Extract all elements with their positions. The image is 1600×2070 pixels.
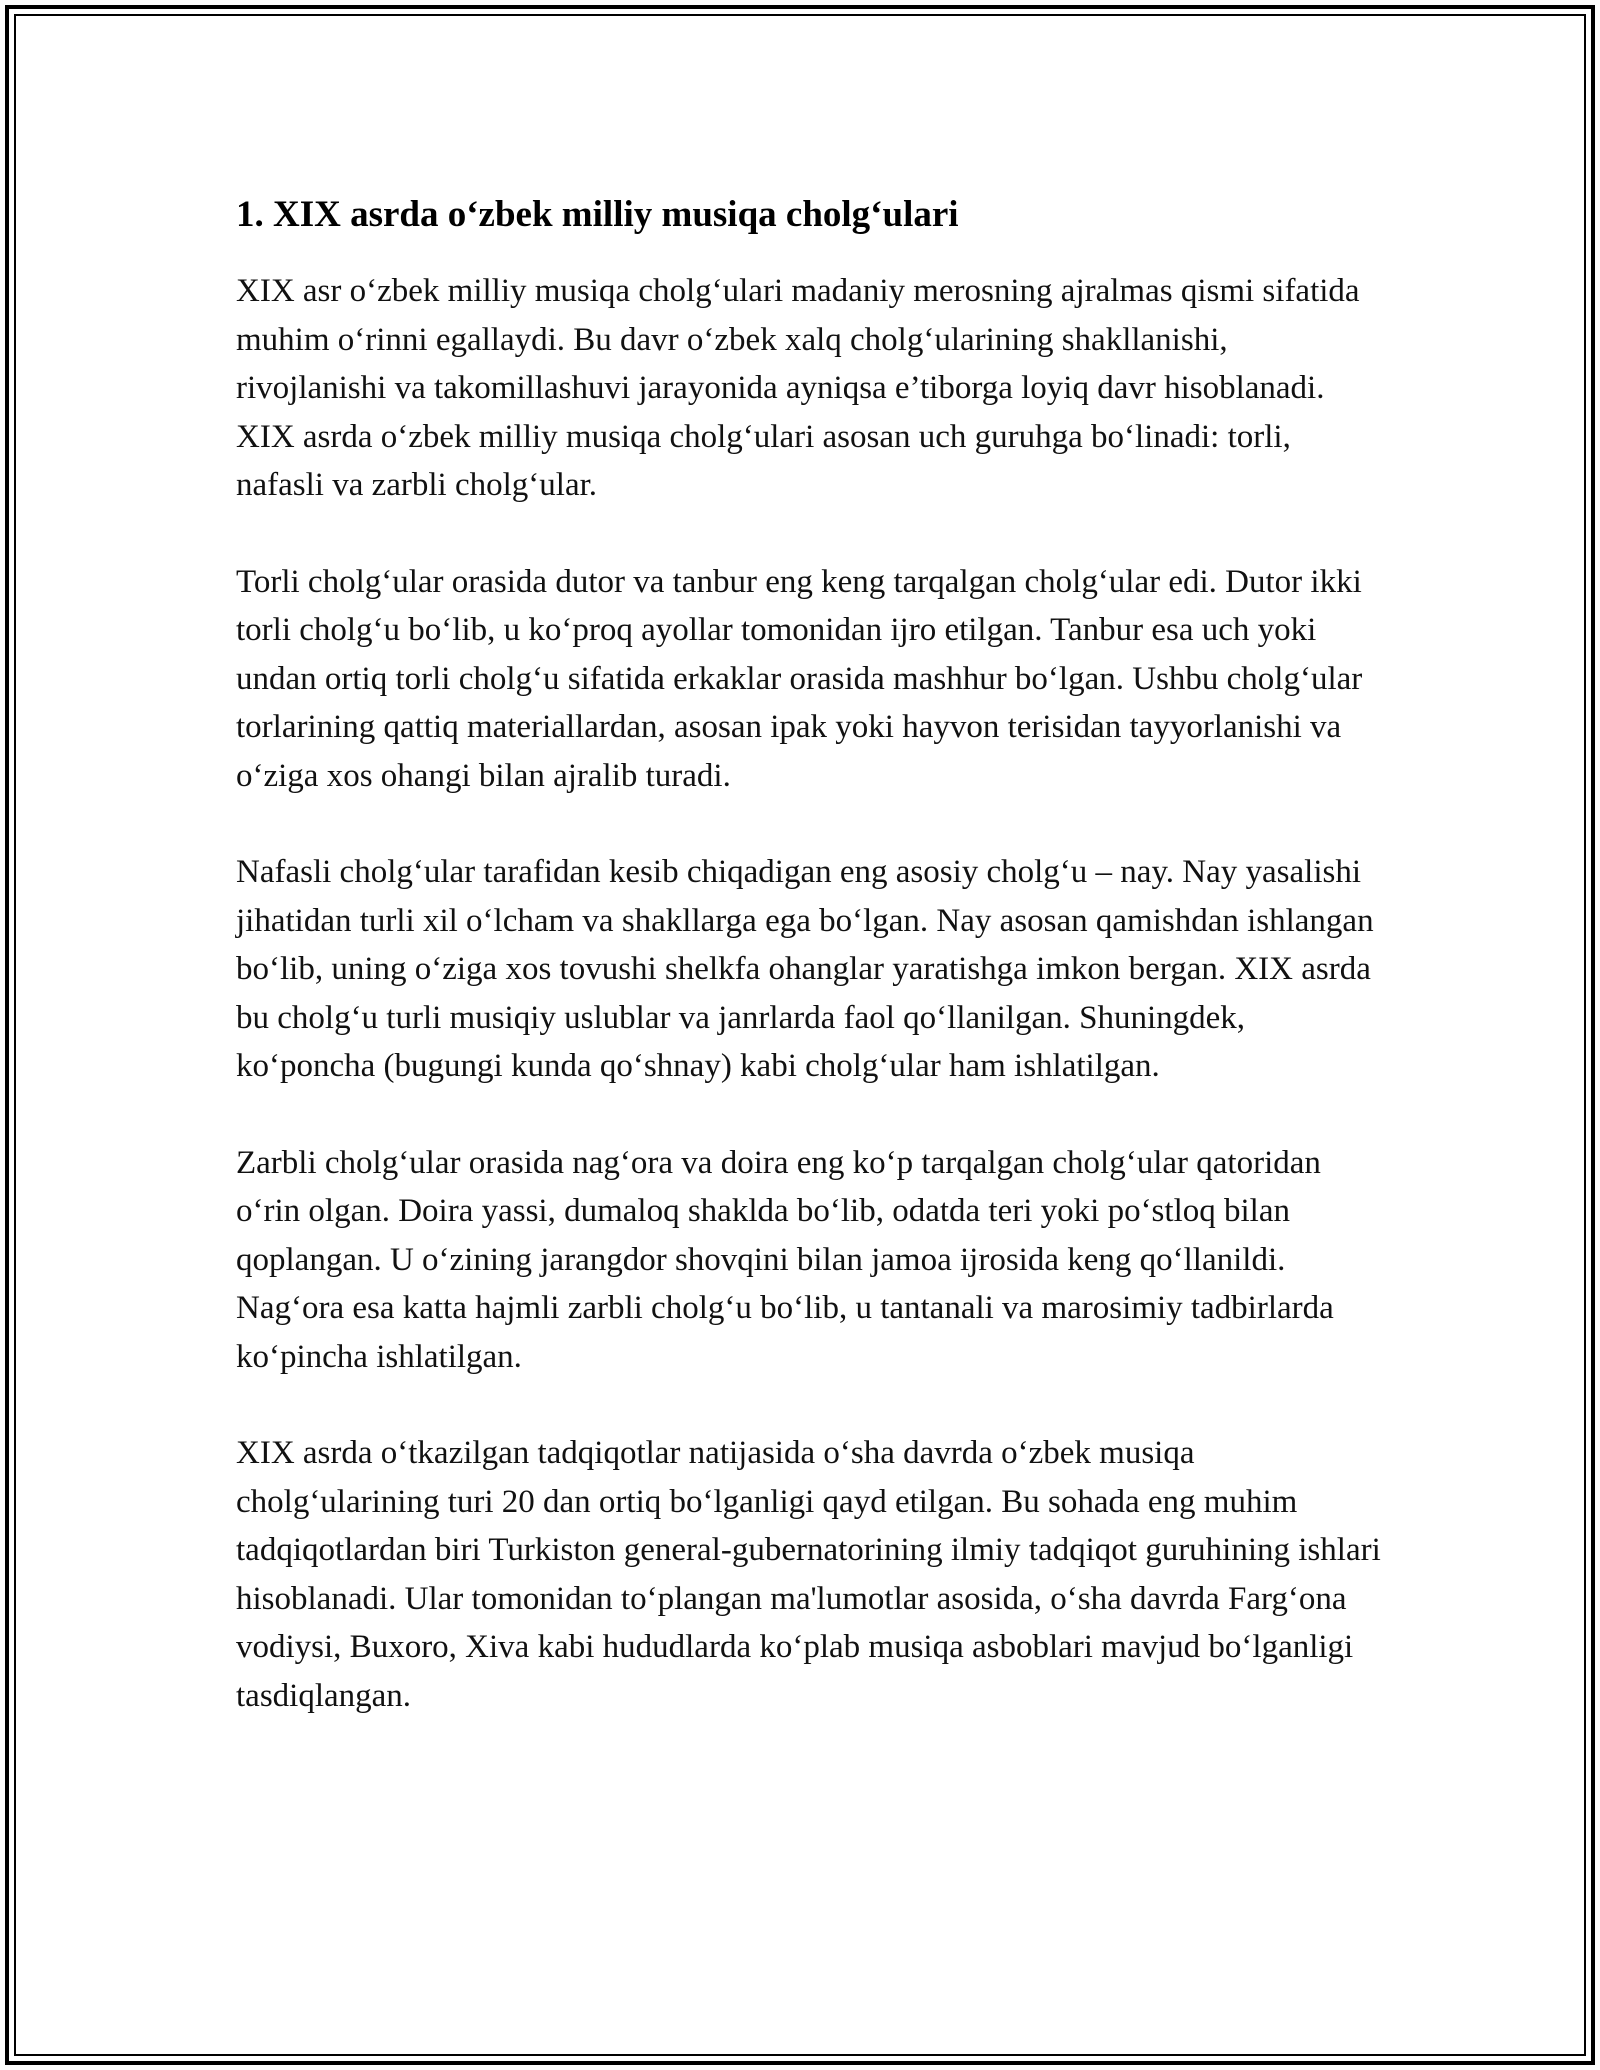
document-body (236, 185, 1386, 1768)
paragraph-intro: XIX asr o‘zbek milliy musiqa cholg‘ulari madaniy merosning ajralmas qismi sifatida muhim o‘rinni egallaydi. Bu davr o‘zbek xalq cholg‘ularining shakllanishi, rivojlanishi va takomillashuvi jarayonida ayniqsa e’tiborga loyiq davr hisoblanadi. XIX asrda o‘zbek milliy musiqa cholg‘ulari asosan uch guruhga bo‘linadi: torli, nafasli va zarbli cholg‘ular. (236, 273, 1360, 503)
paragraph-wind-instruments: Nafasli cholg‘ular tarafidan kesib chiqadigan eng asosiy cholg‘u – nay. Nay yasalishi jihatidan turli xil o‘lcham va shakllarga ega bo‘lgan. Nay asosan qamishdan ishlangan bo‘lib, uning o‘ziga xos tovushi shelkfa ohanglar yaratishga imkon bergan. XIX asrda bu cholg‘u turli musiqiy uslublar va janrlarda faol qo‘llanilgan. Shuningdek, ko‘poncha (bugungi kunda qo‘shnay) kabi cholg‘ular ham ishlatilgan. (236, 854, 1374, 1084)
paragraph-research: XIX asrda o‘tkazilgan tadqiqotlar natijasida o‘sha davrda o‘zbek musiqa cholg‘ularining turi 20 dan ortiq bo‘lganligi qayd etilgan. Bu sohada eng muhim tadqiqotlardan biri Turkiston general-gubernatorining ilmiy tadqiqot guruhining ishlari hisoblanadi. Ular tomonidan to‘plangan ma'lumotlar asosida, o‘sha davrda Farg‘ona vodiysi, Buxoro, Xiva kabi hududlarda ko‘plab musiqa asboblari mavjud bo‘lganligi tasdiqlangan. (236, 1435, 1381, 1714)
paragraph-percussion-instruments: Zarbli cholg‘ular orasida nag‘ora va doira eng ko‘p tarqalgan cholg‘ular qatoridan o‘rin olgan. Doira yassi, dumaloq shaklda bo‘lib, odatda teri yoki po‘stloq bilan qoplangan. U o‘zining jarangdor shovqini bilan jamoa ijrosida keng qo‘llanildi. Nag‘ora esa katta hajmli zarbli cholg‘u bo‘lib, u tantanali va marosimiy tadbirlarda ko‘pincha ishlatilgan. (236, 1144, 1334, 1375)
section-heading: 1. XIX asrda o‘zbek milliy musiqa cholg‘ulari (236, 194, 959, 235)
paragraph-string-instruments: Torli cholg‘ular orasida dutor va tanbur eng keng tarqalgan cholg‘ular edi. Dutor ikki torli cholg‘u bo‘lib, u ko‘proq ayollar tomonidan ijro etilgan. Tanbur esa uch yoki undan ortiq torli cholg‘u sifatida erkaklar orasida mashhur bo‘lgan. Ushbu cholg‘ular torlarining qattiq materiallardan, asosan ipak yoki hayvon terisidan tayyorlanishi va o‘ziga xos ohangi bilan ajralib turadi. (236, 563, 1363, 794)
